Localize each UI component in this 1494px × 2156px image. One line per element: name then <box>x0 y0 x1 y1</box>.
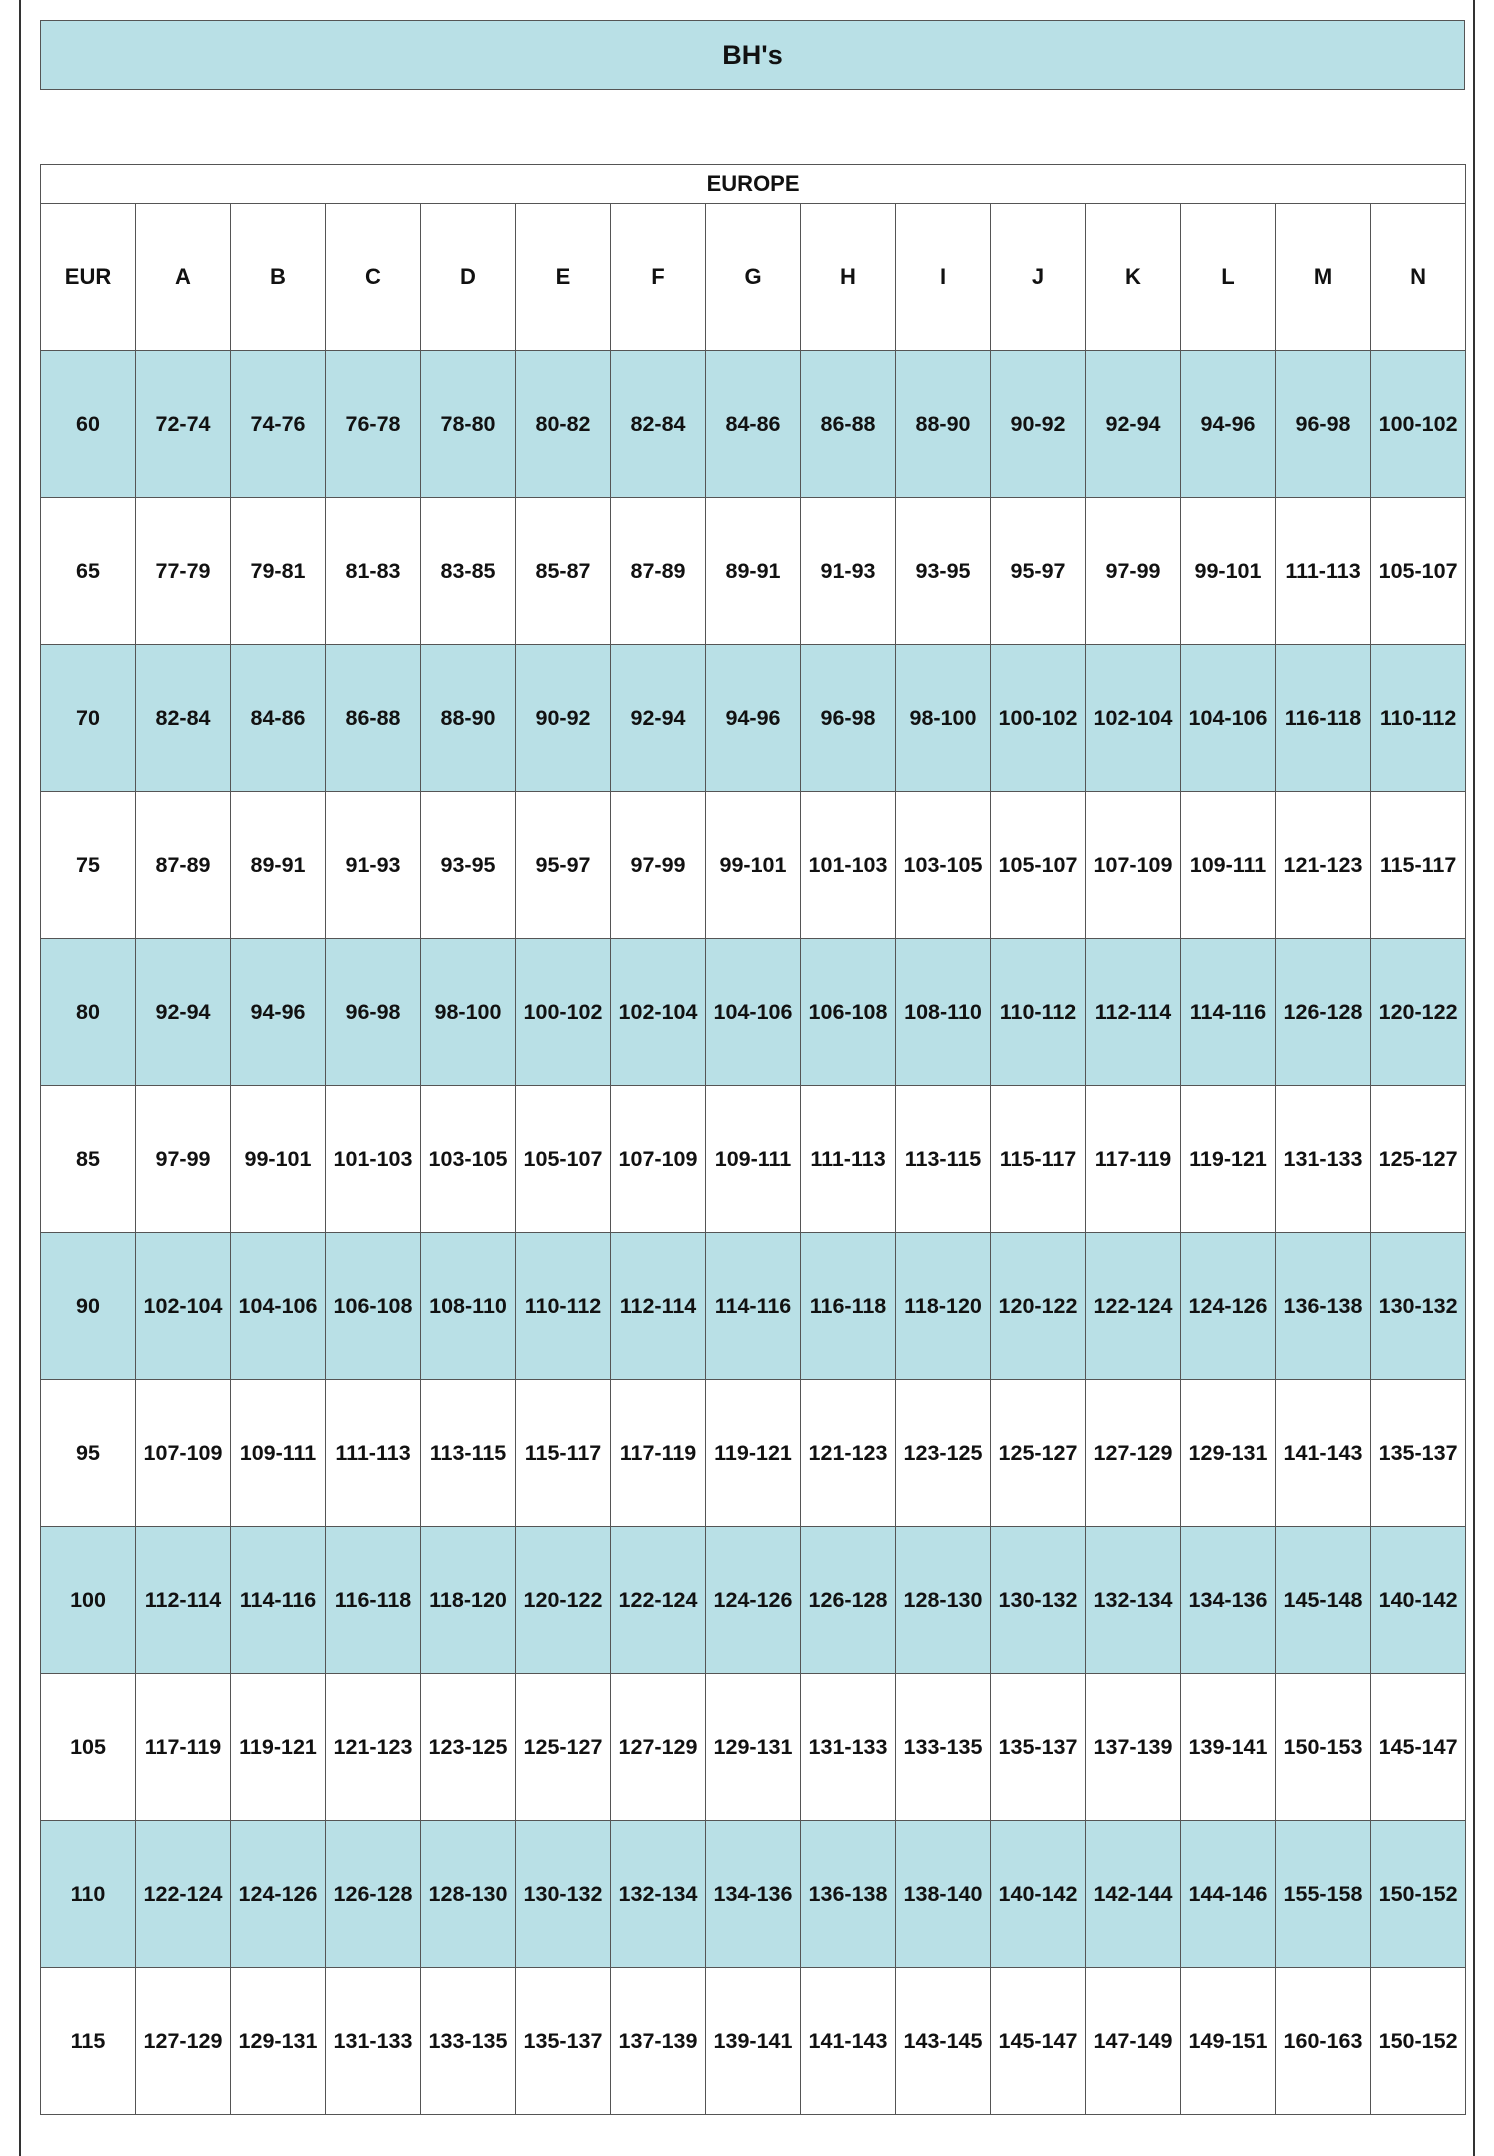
measurement-cell: 74-76 <box>231 351 326 498</box>
measurement-cell: 99-101 <box>1181 498 1276 645</box>
measurement-cell: 126-128 <box>326 1821 421 1968</box>
measurement-cell: 97-99 <box>136 1086 231 1233</box>
measurement-cell: 95-97 <box>991 498 1086 645</box>
measurement-cell: 135-137 <box>516 1968 611 2115</box>
measurement-cell: 132-134 <box>1086 1527 1181 1674</box>
measurement-cell: 108-110 <box>896 939 991 1086</box>
measurement-cell: 122-124 <box>611 1527 706 1674</box>
region-label: EUROPE <box>41 165 1466 204</box>
measurement-cell: 100-102 <box>991 645 1086 792</box>
measurement-cell: 106-108 <box>326 1233 421 1380</box>
measurement-cell: 96-98 <box>801 645 896 792</box>
measurement-cell: 89-91 <box>706 498 801 645</box>
measurement-cell: 114-116 <box>1181 939 1276 1086</box>
measurement-cell: 129-131 <box>231 1968 326 2115</box>
measurement-cell: 112-114 <box>611 1233 706 1380</box>
page-border-right <box>1473 0 1475 2156</box>
table-row <box>41 939 1466 1086</box>
measurement-cell: 127-129 <box>136 1968 231 2115</box>
measurement-cell: 137-139 <box>611 1968 706 2115</box>
measurement-cell: 125-127 <box>516 1674 611 1821</box>
table-row <box>41 498 1466 645</box>
measurement-cell: 100-102 <box>1371 351 1466 498</box>
measurement-cell: 93-95 <box>896 498 991 645</box>
measurement-cell: 150-152 <box>1371 1821 1466 1968</box>
column-header-cup-a: A <box>136 204 231 351</box>
region-header-row <box>41 165 1466 204</box>
measurement-cell: 133-135 <box>896 1674 991 1821</box>
measurement-cell: 92-94 <box>136 939 231 1086</box>
measurement-cell: 86-88 <box>326 645 421 792</box>
band-size-cell: 90 <box>41 1233 136 1380</box>
measurement-cell: 111-113 <box>1276 498 1371 645</box>
measurement-cell: 103-105 <box>896 792 991 939</box>
measurement-cell: 108-110 <box>421 1233 516 1380</box>
measurement-cell: 145-147 <box>1371 1674 1466 1821</box>
measurement-cell: 147-149 <box>1086 1968 1181 2115</box>
measurement-cell: 94-96 <box>231 939 326 1086</box>
measurement-cell: 109-111 <box>1181 792 1276 939</box>
measurement-cell: 88-90 <box>896 351 991 498</box>
measurement-cell: 127-129 <box>1086 1380 1181 1527</box>
table-row <box>41 1821 1466 1968</box>
band-size-cell: 80 <box>41 939 136 1086</box>
measurement-cell: 134-136 <box>1181 1527 1276 1674</box>
measurement-cell: 113-115 <box>896 1086 991 1233</box>
column-header-cup-b: B <box>231 204 326 351</box>
measurement-cell: 112-114 <box>136 1527 231 1674</box>
measurement-cell: 94-96 <box>706 645 801 792</box>
measurement-cell: 102-104 <box>611 939 706 1086</box>
band-size-cell: 95 <box>41 1380 136 1527</box>
table-row <box>41 351 1466 498</box>
measurement-cell: 93-95 <box>421 792 516 939</box>
measurement-cell: 130-132 <box>1371 1233 1466 1380</box>
measurement-cell: 117-119 <box>611 1380 706 1527</box>
measurement-cell: 88-90 <box>421 645 516 792</box>
column-header-cup-k: K <box>1086 204 1181 351</box>
measurement-cell: 126-128 <box>801 1527 896 1674</box>
measurement-cell: 115-117 <box>1371 792 1466 939</box>
band-size-cell: 75 <box>41 792 136 939</box>
column-header-cup-c: C <box>326 204 421 351</box>
measurement-cell: 107-109 <box>136 1380 231 1527</box>
measurement-cell: 83-85 <box>421 498 516 645</box>
measurement-cell: 96-98 <box>326 939 421 1086</box>
measurement-cell: 121-123 <box>1276 792 1371 939</box>
measurement-cell: 99-101 <box>231 1086 326 1233</box>
column-header-cup-i: I <box>896 204 991 351</box>
measurement-cell: 120-122 <box>1371 939 1466 1086</box>
measurement-cell: 140-142 <box>1371 1527 1466 1674</box>
band-size-cell: 100 <box>41 1527 136 1674</box>
measurement-cell: 101-103 <box>801 792 896 939</box>
measurement-cell: 98-100 <box>421 939 516 1086</box>
measurement-cell: 155-158 <box>1276 1821 1371 1968</box>
measurement-cell: 120-122 <box>991 1233 1086 1380</box>
band-size-cell: 60 <box>41 351 136 498</box>
measurement-cell: 129-131 <box>706 1674 801 1821</box>
measurement-cell: 123-125 <box>421 1674 516 1821</box>
measurement-cell: 90-92 <box>991 351 1086 498</box>
measurement-cell: 123-125 <box>896 1380 991 1527</box>
table-row <box>41 1968 1466 2115</box>
measurement-cell: 78-80 <box>421 351 516 498</box>
table-row <box>41 1233 1466 1380</box>
measurement-cell: 138-140 <box>896 1821 991 1968</box>
column-header-cup-f: F <box>611 204 706 351</box>
measurement-cell: 94-96 <box>1181 351 1276 498</box>
band-size-cell: 85 <box>41 1086 136 1233</box>
measurement-cell: 110-112 <box>991 939 1086 1086</box>
measurement-cell: 98-100 <box>896 645 991 792</box>
measurement-cell: 92-94 <box>1086 351 1181 498</box>
measurement-cell: 150-153 <box>1276 1674 1371 1821</box>
measurement-cell: 101-103 <box>326 1086 421 1233</box>
measurement-cell: 117-119 <box>1086 1086 1181 1233</box>
table-row <box>41 1380 1466 1527</box>
measurement-cell: 103-105 <box>421 1086 516 1233</box>
measurement-cell: 97-99 <box>611 792 706 939</box>
measurement-cell: 102-104 <box>1086 645 1181 792</box>
measurement-cell: 120-122 <box>516 1527 611 1674</box>
measurement-cell: 139-141 <box>1181 1674 1276 1821</box>
measurement-cell: 111-113 <box>326 1380 421 1527</box>
band-size-cell: 65 <box>41 498 136 645</box>
page-border-left <box>19 0 21 2156</box>
measurement-cell: 76-78 <box>326 351 421 498</box>
measurement-cell: 119-121 <box>706 1380 801 1527</box>
measurement-cell: 110-112 <box>1371 645 1466 792</box>
measurement-cell: 122-124 <box>1086 1233 1181 1380</box>
column-header-cup-g: G <box>706 204 801 351</box>
measurement-cell: 141-143 <box>1276 1380 1371 1527</box>
page-title: BH's <box>40 20 1465 90</box>
measurement-cell: 105-107 <box>516 1086 611 1233</box>
measurement-cell: 85-87 <box>516 498 611 645</box>
measurement-cell: 115-117 <box>516 1380 611 1527</box>
measurement-cell: 134-136 <box>706 1821 801 1968</box>
measurement-cell: 91-93 <box>326 792 421 939</box>
measurement-cell: 136-138 <box>1276 1233 1371 1380</box>
measurement-cell: 86-88 <box>801 351 896 498</box>
measurement-cell: 160-163 <box>1276 1968 1371 2115</box>
measurement-cell: 82-84 <box>136 645 231 792</box>
measurement-cell: 127-129 <box>611 1674 706 1821</box>
measurement-cell: 84-86 <box>706 351 801 498</box>
measurement-cell: 126-128 <box>1276 939 1371 1086</box>
measurement-cell: 124-126 <box>706 1527 801 1674</box>
measurement-cell: 106-108 <box>801 939 896 1086</box>
table-row <box>41 1527 1466 1674</box>
column-header-cup-e: E <box>516 204 611 351</box>
measurement-cell: 144-146 <box>1181 1821 1276 1968</box>
measurement-cell: 110-112 <box>516 1233 611 1380</box>
measurement-cell: 130-132 <box>516 1821 611 1968</box>
measurement-cell: 109-111 <box>706 1086 801 1233</box>
measurement-cell: 113-115 <box>421 1380 516 1527</box>
measurement-cell: 131-133 <box>326 1968 421 2115</box>
measurement-cell: 128-130 <box>896 1527 991 1674</box>
measurement-cell: 99-101 <box>706 792 801 939</box>
measurement-cell: 136-138 <box>801 1821 896 1968</box>
column-header-cup-m: M <box>1276 204 1371 351</box>
column-header-cup-l: L <box>1181 204 1276 351</box>
measurement-cell: 139-141 <box>706 1968 801 2115</box>
measurement-cell: 112-114 <box>1086 939 1181 1086</box>
measurement-cell: 82-84 <box>611 351 706 498</box>
column-header-row <box>41 204 1466 351</box>
measurement-cell: 135-137 <box>991 1674 1086 1821</box>
table-row <box>41 1674 1466 1821</box>
measurement-cell: 132-134 <box>611 1821 706 1968</box>
measurement-cell: 141-143 <box>801 1968 896 2115</box>
measurement-cell: 114-116 <box>231 1527 326 1674</box>
measurement-cell: 118-120 <box>896 1233 991 1380</box>
measurement-cell: 121-123 <box>326 1674 421 1821</box>
measurement-cell: 142-144 <box>1086 1821 1181 1968</box>
column-header-cup-d: D <box>421 204 516 351</box>
measurement-cell: 102-104 <box>136 1233 231 1380</box>
measurement-cell: 145-147 <box>991 1968 1086 2115</box>
measurement-cell: 133-135 <box>421 1968 516 2115</box>
measurement-cell: 96-98 <box>1276 351 1371 498</box>
table-row <box>41 645 1466 792</box>
measurement-cell: 125-127 <box>1371 1086 1466 1233</box>
measurement-cell: 131-133 <box>1276 1086 1371 1233</box>
bra-size-table <box>40 164 1466 2115</box>
measurement-cell: 97-99 <box>1086 498 1181 645</box>
measurement-cell: 107-109 <box>611 1086 706 1233</box>
measurement-cell: 81-83 <box>326 498 421 645</box>
measurement-cell: 114-116 <box>706 1233 801 1380</box>
measurement-cell: 109-111 <box>231 1380 326 1527</box>
measurement-cell: 119-121 <box>1181 1086 1276 1233</box>
band-size-cell: 115 <box>41 1968 136 2115</box>
measurement-cell: 143-145 <box>896 1968 991 2115</box>
measurement-cell: 100-102 <box>516 939 611 1086</box>
measurement-cell: 137-139 <box>1086 1674 1181 1821</box>
table-row <box>41 792 1466 939</box>
measurement-cell: 135-137 <box>1371 1380 1466 1527</box>
measurement-cell: 124-126 <box>1181 1233 1276 1380</box>
measurement-cell: 128-130 <box>421 1821 516 1968</box>
measurement-cell: 140-142 <box>991 1821 1086 1968</box>
measurement-cell: 104-106 <box>706 939 801 1086</box>
measurement-cell: 149-151 <box>1181 1968 1276 2115</box>
measurement-cell: 84-86 <box>231 645 326 792</box>
measurement-cell: 131-133 <box>801 1674 896 1821</box>
table-row <box>41 1086 1466 1233</box>
measurement-cell: 72-74 <box>136 351 231 498</box>
measurement-cell: 87-89 <box>611 498 706 645</box>
measurement-cell: 111-113 <box>801 1086 896 1233</box>
measurement-cell: 129-131 <box>1181 1380 1276 1527</box>
column-header-cup-h: H <box>801 204 896 351</box>
measurement-cell: 122-124 <box>136 1821 231 1968</box>
measurement-cell: 105-107 <box>991 792 1086 939</box>
measurement-cell: 150-152 <box>1371 1968 1466 2115</box>
measurement-cell: 116-118 <box>801 1233 896 1380</box>
measurement-cell: 118-120 <box>421 1527 516 1674</box>
measurement-cell: 130-132 <box>991 1527 1086 1674</box>
measurement-cell: 92-94 <box>611 645 706 792</box>
measurement-cell: 89-91 <box>231 792 326 939</box>
column-header-cup-j: J <box>991 204 1086 351</box>
band-size-cell: 105 <box>41 1674 136 1821</box>
measurement-cell: 104-106 <box>1181 645 1276 792</box>
measurement-cell: 125-127 <box>991 1380 1086 1527</box>
measurement-cell: 116-118 <box>1276 645 1371 792</box>
measurement-cell: 124-126 <box>231 1821 326 1968</box>
measurement-cell: 79-81 <box>231 498 326 645</box>
measurement-cell: 119-121 <box>231 1674 326 1821</box>
measurement-cell: 80-82 <box>516 351 611 498</box>
measurement-cell: 87-89 <box>136 792 231 939</box>
measurement-cell: 90-92 <box>516 645 611 792</box>
measurement-cell: 104-106 <box>231 1233 326 1380</box>
measurement-cell: 91-93 <box>801 498 896 645</box>
column-header-cup-n: N <box>1371 204 1466 351</box>
band-size-cell: 110 <box>41 1821 136 1968</box>
band-size-cell: 70 <box>41 645 136 792</box>
table-body <box>41 351 1466 2115</box>
measurement-cell: 107-109 <box>1086 792 1181 939</box>
measurement-cell: 95-97 <box>516 792 611 939</box>
measurement-cell: 115-117 <box>991 1086 1086 1233</box>
measurement-cell: 145-148 <box>1276 1527 1371 1674</box>
column-header-band: EUR <box>41 204 136 351</box>
measurement-cell: 105-107 <box>1371 498 1466 645</box>
measurement-cell: 77-79 <box>136 498 231 645</box>
measurement-cell: 117-119 <box>136 1674 231 1821</box>
measurement-cell: 116-118 <box>326 1527 421 1674</box>
measurement-cell: 121-123 <box>801 1380 896 1527</box>
